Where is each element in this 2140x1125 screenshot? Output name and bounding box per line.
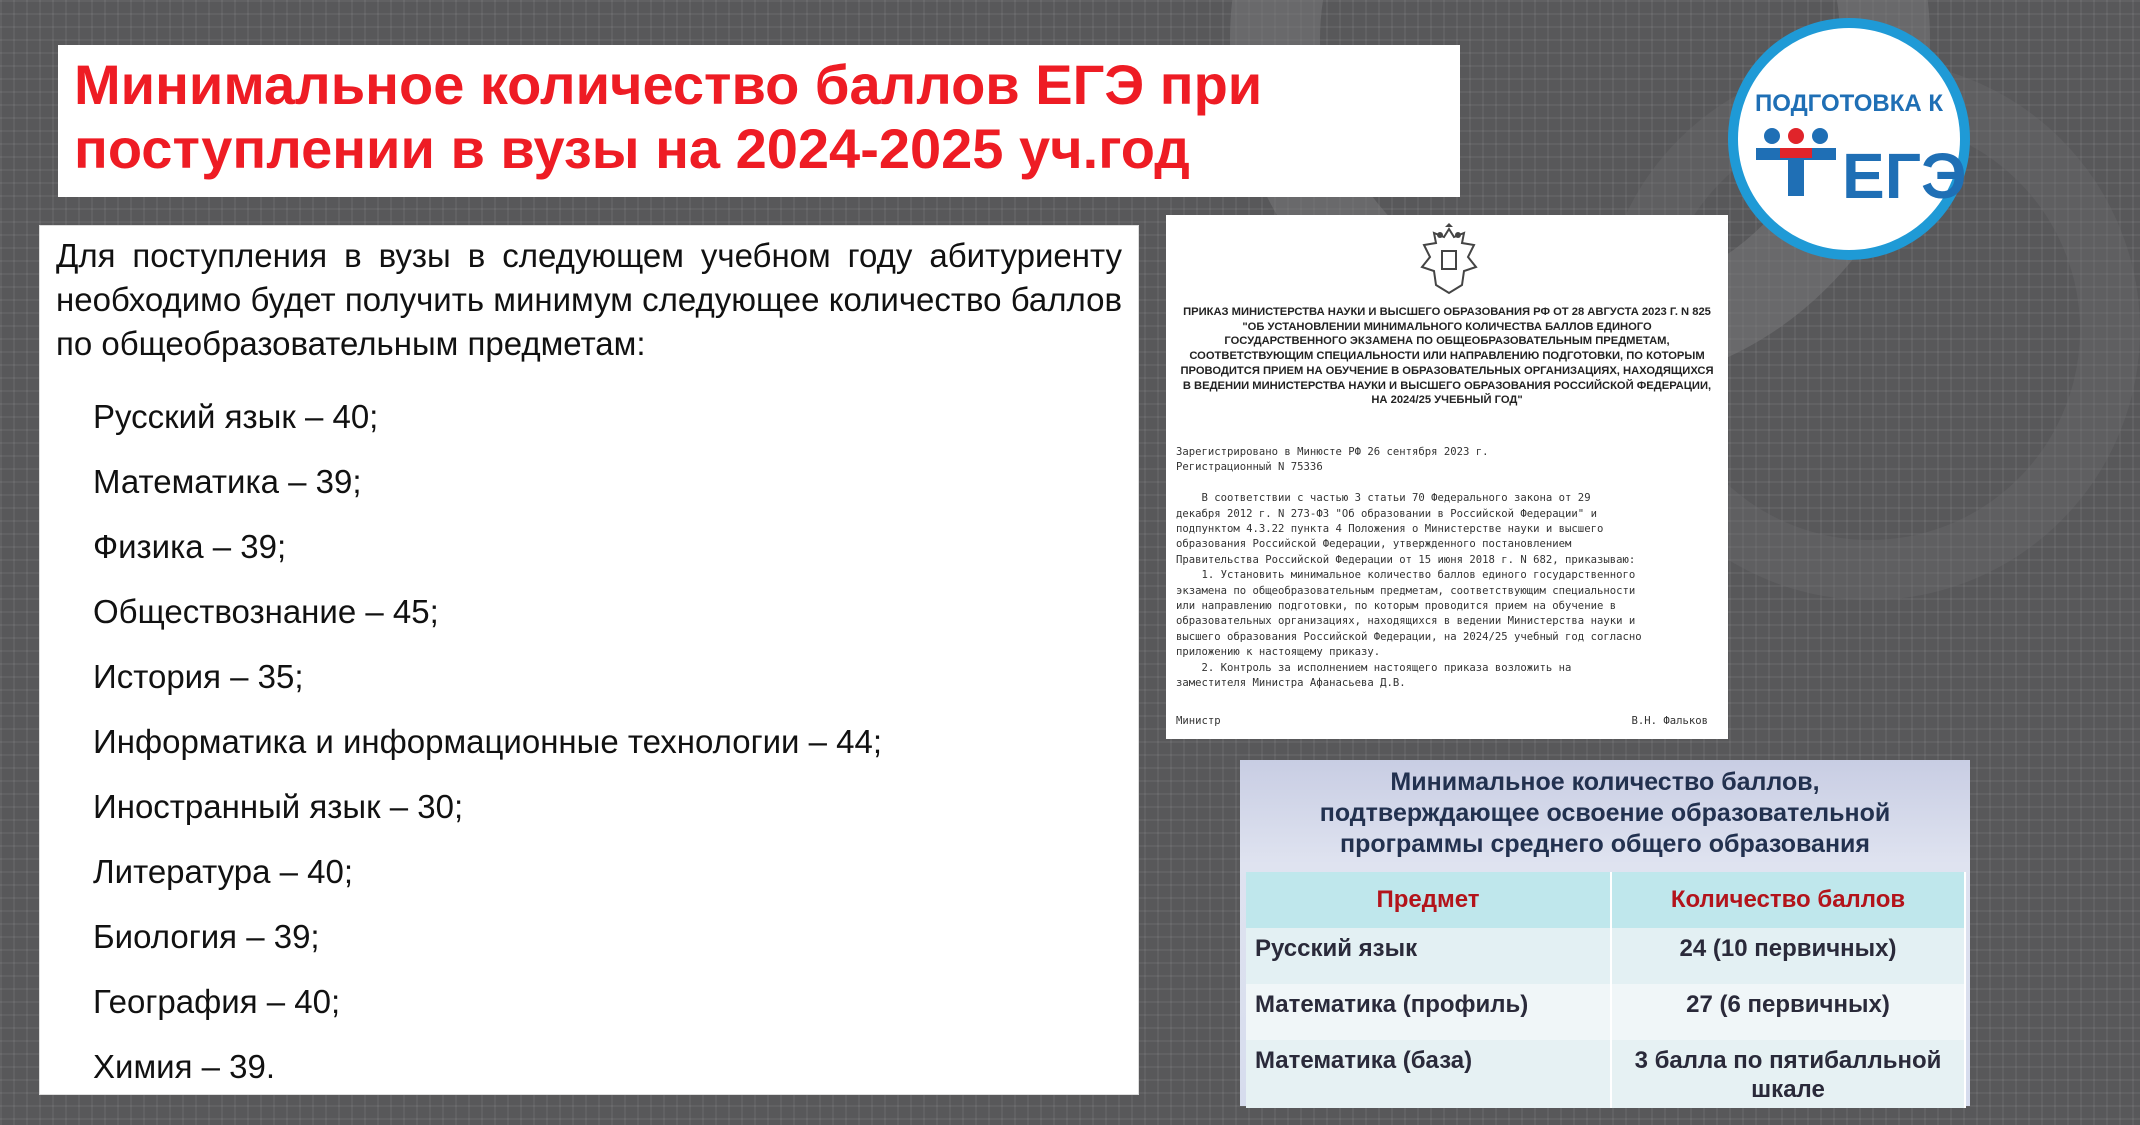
caption-line-1: Минимальное количество баллов,: [1390, 768, 1820, 796]
intro-text: Для поступления в вузы в следующем учебном году абитуриенту необходимо будет получить минимум следующее количество баллов по общеобразовательным предметам:: [56, 237, 1122, 362]
logo-top-text: ПОДГОТОВКА К: [1754, 90, 1943, 117]
cell-score: 27 (6 первичных): [1611, 984, 1965, 1040]
table-header-row: [1246, 872, 1965, 928]
caption-line-3: программы среднего общего образования: [1339, 830, 1871, 858]
people-logo-icon: [1750, 124, 1967, 214]
cell-subject: Математика (профиль): [1246, 984, 1611, 1040]
text-panel: [39, 225, 1139, 1095]
column-header-score: Количество баллов: [1611, 872, 1965, 928]
decree-document: [1166, 215, 1728, 739]
cell-score: 3 балла по пятибалльной шкале: [1611, 1040, 1965, 1108]
title-line-1: Минимальное количество баллов ЕГЭ при: [74, 53, 1263, 116]
list-item: История – 35;: [93, 658, 304, 695]
cell-score: 24 (10 первичных): [1611, 928, 1965, 984]
table-row: [1246, 984, 1965, 1040]
list-item: Информатика и информационные технологии – 44;: [93, 723, 883, 760]
column-header-subject: Предмет: [1246, 872, 1611, 928]
title-line-2: поступлении в вузы на 2024-2025 уч.год: [74, 117, 1190, 180]
scores-table: [1246, 872, 1966, 1108]
list-item: Иностранный язык – 30;: [93, 788, 464, 825]
cell-subject: Математика (база): [1246, 1040, 1611, 1108]
list-item: Физика – 39;: [93, 528, 287, 565]
list-item: Литература – 40;: [93, 853, 354, 890]
list-item: Математика – 39;: [93, 463, 362, 500]
page-title: [74, 53, 1444, 181]
decree-heading: ПРИКАЗ МИНИСТЕРСТВА НАУКИ И ВЫСШЕГО ОБРАЗОВАНИЯ РФ ОТ 28 АВГУСТА 2023 Г. N 825 "ОБ УСТАНОВЛЕНИИ МИНИМАЛЬНОГО КОЛИЧЕСТВА БАЛЛОВ ЕДИНОГО ГОСУДАРСТВЕННОГО ЭКЗАМЕНА ПО ОБЩЕОБРАЗОВАТЕЛЬНЫМ ПРЕДМЕТАМ, СООТВЕТСТВУЮЩИМ СПЕЦИАЛЬНОСТИ ИЛИ НАПРАВЛЕНИЮ ПОДГОТОВКИ, ПО КОТОРЫМ ПРОВОДИТСЯ ПРИЕМ НА ОБУЧЕНИЕ В ОБРАЗОВАТЕЛЬНЫХ ОРГАНИЗАЦИЯХ, НАХОДЯЩИХСЯ В ВЕДЕНИИ МИНИСТЕРСТВА НАУКИ И ВЫСШЕГО ОБРАЗОВАНИЯ РОССИЙСКОЙ ФЕДЕРАЦИИ, НА 2024/25 УЧЕБНЫЙ ГОД": [1180, 306, 1714, 407]
list-item: Химия – 39.: [93, 1048, 275, 1085]
subjects-list: [56, 384, 1122, 1099]
cell-subject: Русский язык: [1246, 928, 1611, 984]
table-caption: [1240, 760, 1970, 872]
table-row: [1246, 1040, 1965, 1108]
logo-brand-text: ЕГЭ: [1842, 140, 1967, 212]
list-item: Обществознание – 45;: [93, 593, 439, 630]
signature-role: Министр: [1176, 715, 1221, 727]
list-item: Биология – 39;: [93, 918, 320, 955]
decree-signature: [1176, 715, 1708, 727]
list-item: Русский язык – 40;: [93, 398, 379, 435]
min-scores-table-panel: [1240, 760, 1970, 1106]
decree-body: Зарегистрировано в Минюсте РФ 26 сентября 2023 г. Регистрационный N 75336 В соответствии с частью 3 статьи 70 Федерального закона от 29 декабря 2012 г. N 273-ФЗ "Об образовании в Российской Федерации" и подпунктом 4.3.22 пункта 4 Положения о Министерстве науки и высшего образования Российской Федерации, утвержденного постановлением Правительства Российской Федерации от 15 июня 2018 г. N 682, приказываю: 1. Установить минимальное количество баллов единого государственного экзамена по общеобразовательным предметам, соответствующим специальности или направлению подготовки, по которым проводится прием на обучение в образовательных организациях, находящихся в ведении Министерства науки и высшего образования Российской Федерации, на 2024/25 учебный год согласно приложению к настоящему приказу. 2. Контроль за исполнением настоящего приказа возложить на заместителя Министра Афанасьева Д.В.: [1176, 446, 1642, 690]
caption-line-2: подтверждающее освоение образовательной: [1319, 799, 1891, 827]
title-box: [58, 45, 1460, 197]
table-row: [1246, 928, 1965, 984]
list-item: География – 40;: [93, 983, 341, 1020]
signature-name: В.Н. Фальков: [1631, 715, 1708, 727]
ege-logo: [1728, 18, 1970, 260]
coat-of-arms-icon: [1418, 225, 1480, 297]
